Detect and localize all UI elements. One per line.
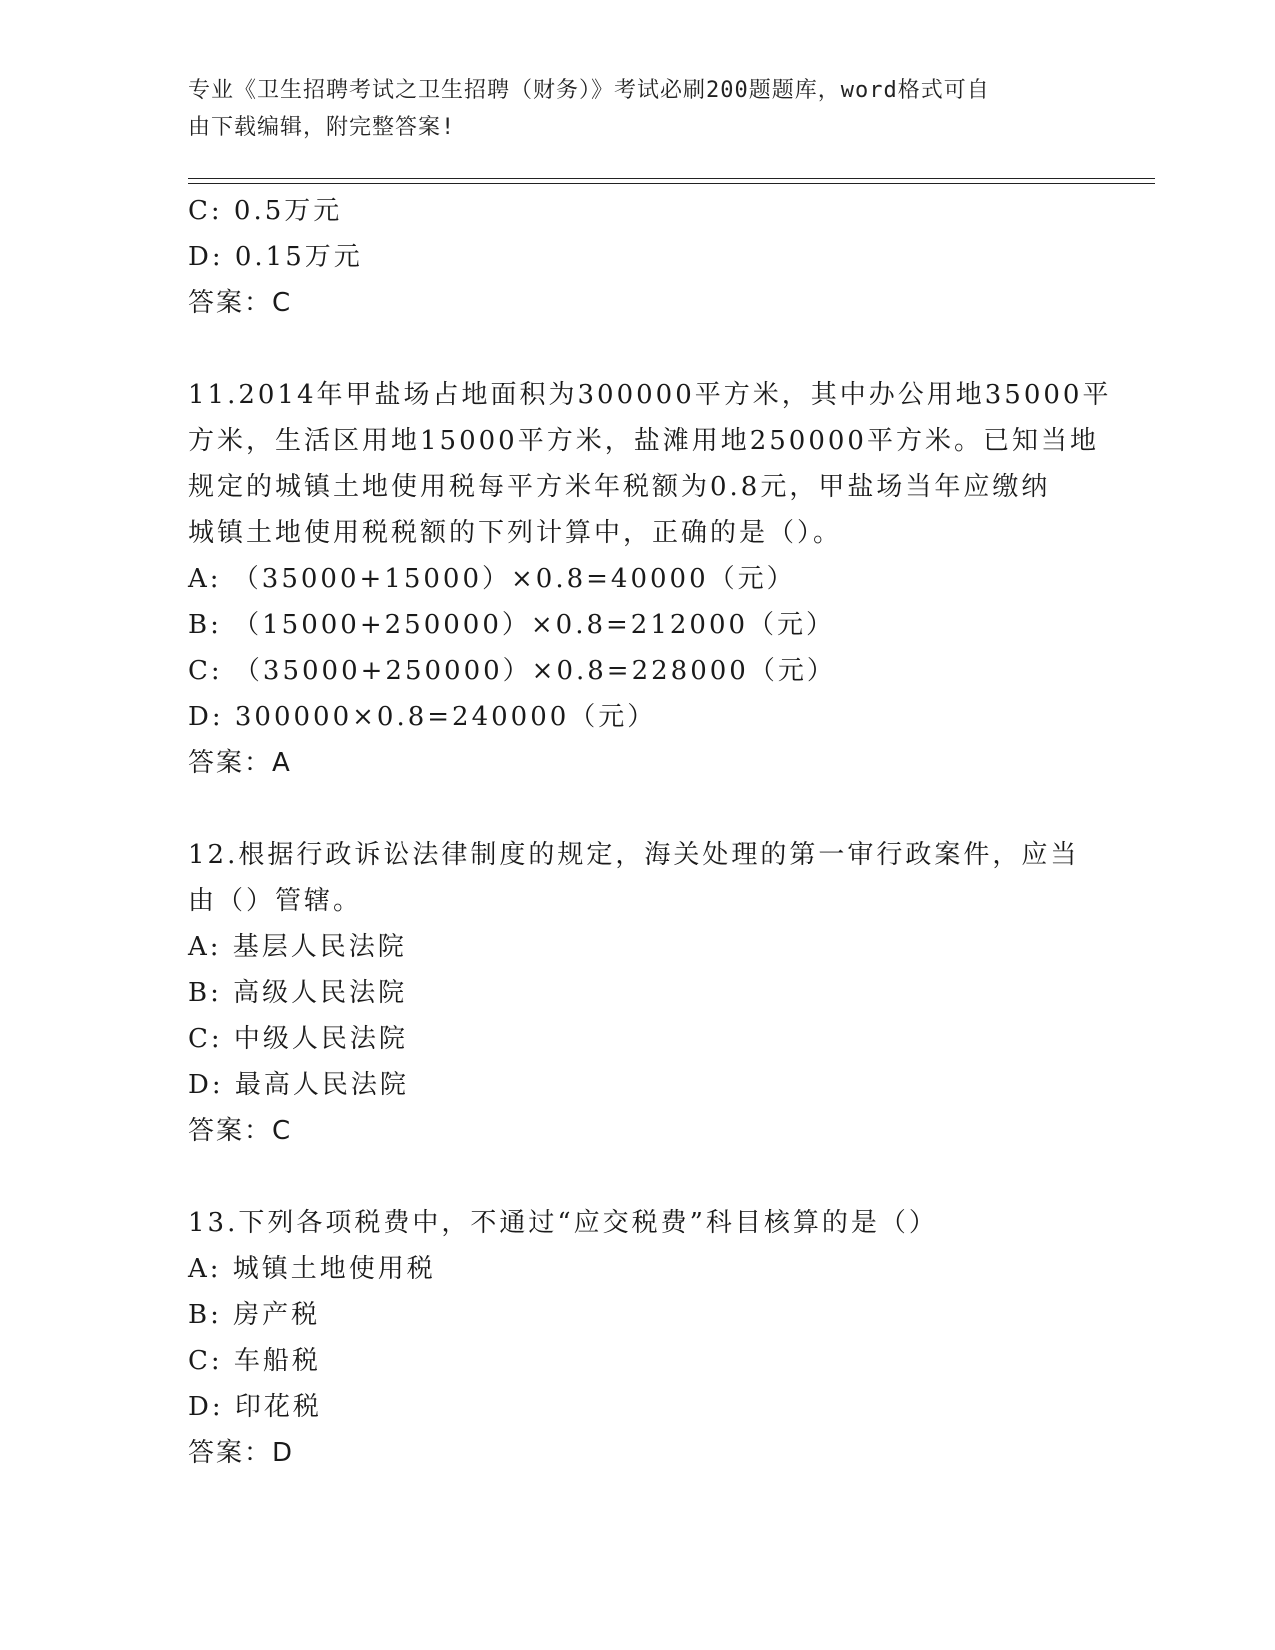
question-stem-line: 由（）管辖。 <box>188 886 363 916</box>
previous-question-tail <box>188 188 1088 326</box>
option-d: D: 印花税 <box>188 1392 322 1422</box>
option-c: C: （35000+250000）×0.8=228000（元） <box>188 656 836 686</box>
answer-line: 答案：A <box>188 748 292 778</box>
answer-line: 答案：D <box>188 1438 295 1468</box>
question-stem-line: 11.2014年甲盐场占地面积为300000平方米，其中办公用地35000平 <box>188 380 1112 410</box>
question-12 <box>188 832 1088 1154</box>
header-line-1: 专业《卫生招聘考试之卫生招聘（财务）》考试必刷200题题库，word格式可自 <box>188 78 990 103</box>
question-stem-line: 城镇土地使用税税额的下列计算中，正确的是（）。 <box>188 518 843 548</box>
option-b: B: 高级人民法院 <box>188 978 408 1008</box>
document-header <box>188 72 1088 146</box>
answer-line: 答案：C <box>188 1116 293 1146</box>
header-rule-bottom <box>188 183 1155 184</box>
answer-line: 答案：C <box>188 288 293 318</box>
option-d: D: 0.15万元 <box>188 242 363 272</box>
option-a: A: （35000+15000）×0.8=40000（元） <box>188 564 796 594</box>
question-content <box>188 188 1112 1476</box>
option-d: D: 最高人民法院 <box>188 1070 409 1100</box>
spacer <box>188 1154 1088 1200</box>
question-11 <box>188 372 1112 786</box>
question-13 <box>188 1200 1088 1476</box>
option-d: D: 300000×0.8=240000（元） <box>188 702 657 732</box>
question-stem-line: 方米，生活区用地15000平方米，盐滩用地250000平方米。已知当地 <box>188 426 1099 456</box>
option-a: A: 基层人民法院 <box>188 932 407 962</box>
question-stem-line: 13.下列各项税费中，不通过“应交税费”科目核算的是（） <box>188 1208 938 1238</box>
spacer <box>188 786 1088 832</box>
question-stem-line: 12.根据行政诉讼法律制度的规定，海关处理的第一审行政案件，应当 <box>188 840 1080 870</box>
option-a: A: 城镇土地使用税 <box>188 1254 436 1284</box>
option-b: B: （15000+250000）×0.8=212000（元） <box>188 610 836 640</box>
option-c: C: 车船税 <box>188 1346 321 1376</box>
header-rule-top <box>188 178 1155 179</box>
option-b: B: 房产税 <box>188 1300 321 1330</box>
option-c: C: 0.5万元 <box>188 196 343 226</box>
spacer <box>188 326 1088 372</box>
header-line-2: 由下载编辑，附完整答案! <box>188 115 456 140</box>
question-stem-line: 规定的城镇土地使用税每平方米年税额为0.8元，甲盐场当年应缴纳 <box>188 472 1051 502</box>
option-c: C: 中级人民法院 <box>188 1024 408 1054</box>
